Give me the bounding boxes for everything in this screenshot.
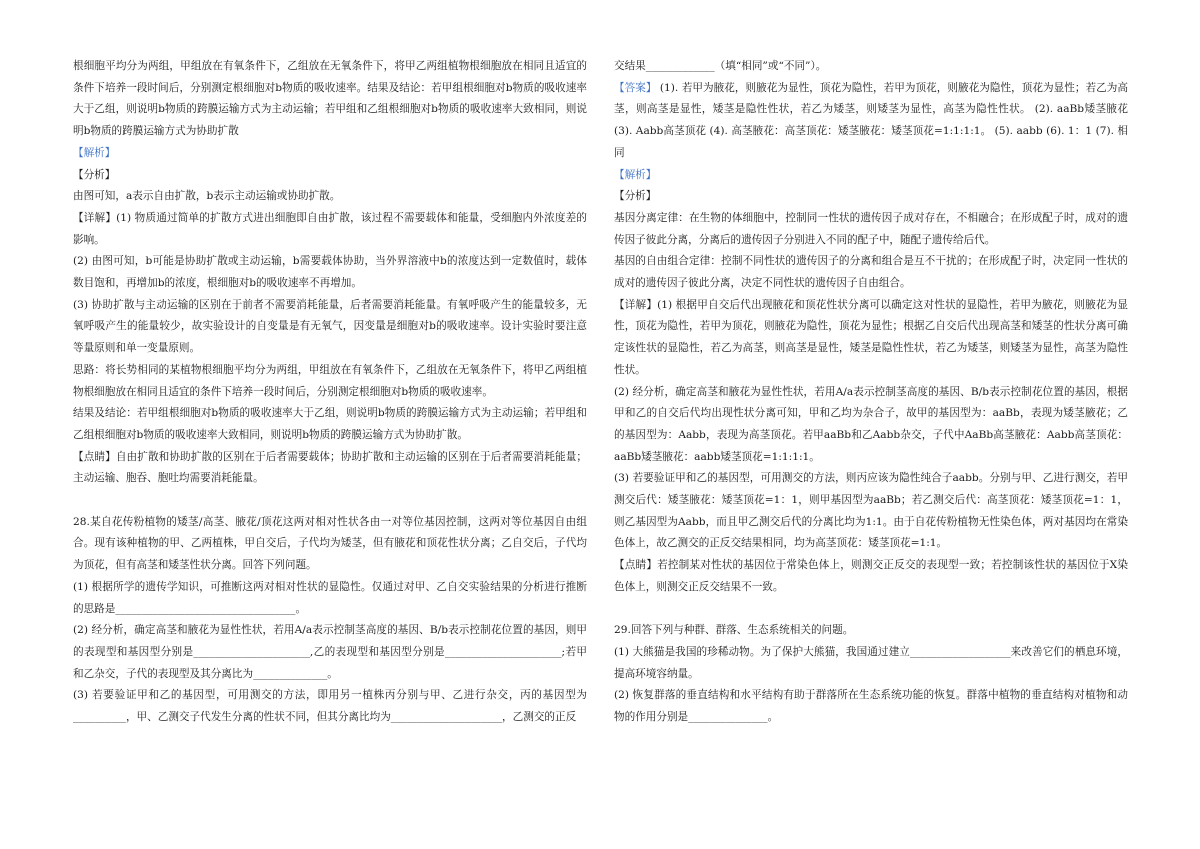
section-heading: 【分析】 bbox=[73, 168, 116, 181]
paragraph: 交结果_____________（填“相同”或“不同”）。 bbox=[614, 60, 827, 72]
section-heading: 【分析】 bbox=[614, 190, 657, 203]
paragraph: 基因的自由组合定律：控制不同性状的遗传因子的分离和组合是互不干扰的；在形成配子时，决定同一性状的成对的遗传因子彼此分离，决定不同性状的遗传因子自由组合。 bbox=[614, 255, 1128, 290]
answer-body: (1). 若甲为腋花，则腋花为显性，顶花为隐性，若甲为顶花，则腋花为隐性，顶花为显性；若乙为高茎，则高茎是显性，矮茎是隐性性状，若乙为矮茎，则矮茎为显性，高茎为隐性性状。 (2). aaBb矮茎腋花 (3). Aabb高茎顶花 (4). 高茎腋花：高茎顶花：矮茎腋花：矮茎顶花=1:1:1:1。 (5). aabb (6). 1：1 (7). 相同 bbox=[614, 81, 1128, 159]
paragraph: (2) 经分析，确定高茎和腋花为显性性状，若用A/a表示控制茎高度的基因、B/b表示控制花位置的基因，根据甲和乙的自交后代均出现性状分离可知，甲和乙均为杂合子，故甲的基因型为：aaBb，表现为矮茎腋花；乙的基因型为：Aabb，表现为高茎顶花。若甲aaBb和乙Aabb杂交，子代中AaBb高茎腋花：Aabb高茎顶花：aaBb矮茎腋花：aabb矮茎顶花=1:1:1:1。 bbox=[614, 385, 1128, 463]
question-28-part-1: (1) 根据所学的遗传学知识，可推断这两对相对性状的显隐性。仅通过对甲、乙自交实验结果的分析进行推断的思路是__________________________________。 bbox=[73, 580, 587, 615]
question-29: 29.回答下列与种群、群落、生态系统相关的问题。 bbox=[614, 624, 854, 637]
answer-paragraph bbox=[614, 78, 1128, 165]
paragraph: 思路：将长势相同的某植物根细胞平均分为两组，甲组放在有氧条件下，乙组放在无氧条件下，将甲乙两组植物根细胞放在相同且适宜的条件下培养一段时间后，分别测定根细胞对b物质的吸收速率。 bbox=[73, 363, 587, 398]
paragraph: 结果及结论：若甲组根细胞对b物质的吸收速率大于乙组，则说明b物质的跨膜运输方式为主动运输；若甲组和乙组根细胞对b物质的吸收速率大致相同，则说明b物质的跨膜运输方式为协助扩散。 bbox=[73, 407, 587, 441]
spacer bbox=[614, 599, 1128, 621]
question-28-part-3: (3) 若要验证甲和乙的基因型，可用测交的方法，即用另一植株丙分别与甲、乙进行杂交，丙的基因型为__________，甲、乙测交子代发生分离的性状不同，但其分离比均为_____________________，乙测交的正反 bbox=[73, 689, 587, 724]
paragraph: 【点睛】自由扩散和协助扩散的区别在于后者需要载体；协助扩散和主动运输的区别在于后者需要消耗能量；主动运输、胞吞、胞吐均需要消耗能量。 bbox=[73, 450, 587, 485]
question-28: 28.某自花传粉植物的矮茎/高茎、腋花/顶花这两对相对性状各由一对等位基因控制，这两对等位基因自由组合。现有该种植物的甲、乙两植株，甲自交后，子代均为矮茎，但有腋花和顶花性状分离；乙自交后，子代均为顶花，但有高茎和矮茎性状分离。回答下列问题。 bbox=[73, 515, 587, 572]
right-column bbox=[614, 56, 1128, 729]
paragraph: 基因分离定律：在生物的体细胞中，控制同一性状的遗传因子成对存在，不相融合；在形成配子时，成对的遗传因子彼此分离，分离后的遗传因子分别进入不同的配子中，随配子遗传给后代。 bbox=[614, 211, 1128, 246]
left-column bbox=[73, 56, 587, 729]
paragraph: 【点睛】若控制某对性状的基因位于常染色体上，则测交正反交的表现型一致；若控制该性状的基因位于X染色体上，则测交正反交结果不一致。 bbox=[614, 559, 1128, 593]
analysis-tag: 【解析】 bbox=[73, 146, 116, 159]
paragraph: 由图可知，a表示自由扩散，b表示主动运输或协助扩散。 bbox=[73, 190, 341, 203]
analysis-tag: 【解析】 bbox=[614, 168, 657, 181]
answer-tag: 【答案】 bbox=[614, 81, 657, 94]
question-28-part-2: (2) 经分析，确定高茎和腋花为显性性状，若用A/a表示控制茎高度的基因、B/b表示控制花位置的基因，则甲的表现型和基因型分别是______________________,乙的表现型和基因型分别是______________________;若甲和乙杂交，子代的表现型及其分离比为______________。 bbox=[73, 624, 587, 680]
paragraph: (2) 由图可知，b可能是协助扩散或主动运输，b需要载体协助，当外界溶液中b的浓度达到一定数值时，载体数目饱和，再增加b的浓度，根细胞对b的吸收速率不再增加。 bbox=[73, 255, 587, 290]
paragraph: 根细胞平均分为两组，甲组放在有氧条件下，乙组放在无氧条件下，将甲乙两组植物根细胞放在相同且适宜的条件下培养一段时间后，分别测定根细胞对b物质的吸收速率。结果及结论：若甲组根细胞对b物质的吸收速率大于乙组，则说明b物质的跨膜运输方式为主动运输；若甲组和乙组根细胞对b物质的吸收速率大致相同，则说明b物质的跨膜运输方式为协助扩散 bbox=[73, 60, 587, 138]
paragraph: 【详解】(1) 物质通过简单的扩散方式进出细胞即自由扩散，该过程不需要载体和能量，受细胞内外浓度差的影响。 bbox=[73, 211, 587, 246]
paragraph: 【详解】(1) 根据甲自交后代出现腋花和顶花性状分离可以确定这对性状的显隐性，若甲为腋花，则腋花为显性，顶花为隐性，若甲为顶花，则腋花为隐性，顶花为显性；根据乙自交后代出现高茎和矮茎的性状分离可确定该性状的显隐性，若乙为高茎，则高茎是显性，矮茎是隐性性状，若乙为矮茎，则矮茎为显性，高茎为隐性性状。 bbox=[614, 298, 1128, 376]
spacer bbox=[73, 490, 587, 512]
question-29-part-1: (1) 大熊猫是我国的珍稀动物。为了保护大熊猫，我国通过建立___________________来改善它们的栖息环境，提高环境容纳量。 bbox=[614, 645, 1128, 680]
paragraph: (3) 若要验证甲和乙的基因型，可用测交的方法，则丙应该为隐性纯合子aabb。分别与甲、乙进行测交，若甲测交后代：矮茎腋花：矮茎顶花=1：1，则甲基因型为aaBb；若乙测交后代：高茎顶花：矮茎顶花=1：1，则乙基因型为Aabb，而且甲乙测交后代的分离比均为1:1。由于自花传粉植物无性染色体，两对基因均在常染色体上，故乙测交的正反交结果相同，均为高茎顶花：矮茎顶花=1:1。 bbox=[614, 472, 1128, 550]
question-29-part-2: (2) 恢复群落的垂直结构和水平结构有助于群落所在生态系统功能的恢复。群落中植物的垂直结构对植物和动物的作用分别是_______________。 bbox=[614, 689, 1128, 724]
paragraph: (3) 协助扩散与主动运输的区别在于前者不需要消耗能量，后者需要消耗能量。有氧呼吸产生的能量较多，无氧呼吸产生的能量较少，故实验设计的自变量是有无氧气，因变量是细胞对b的吸收速率。设计实验时要注意等量原则和单一变量原则。 bbox=[73, 298, 587, 355]
